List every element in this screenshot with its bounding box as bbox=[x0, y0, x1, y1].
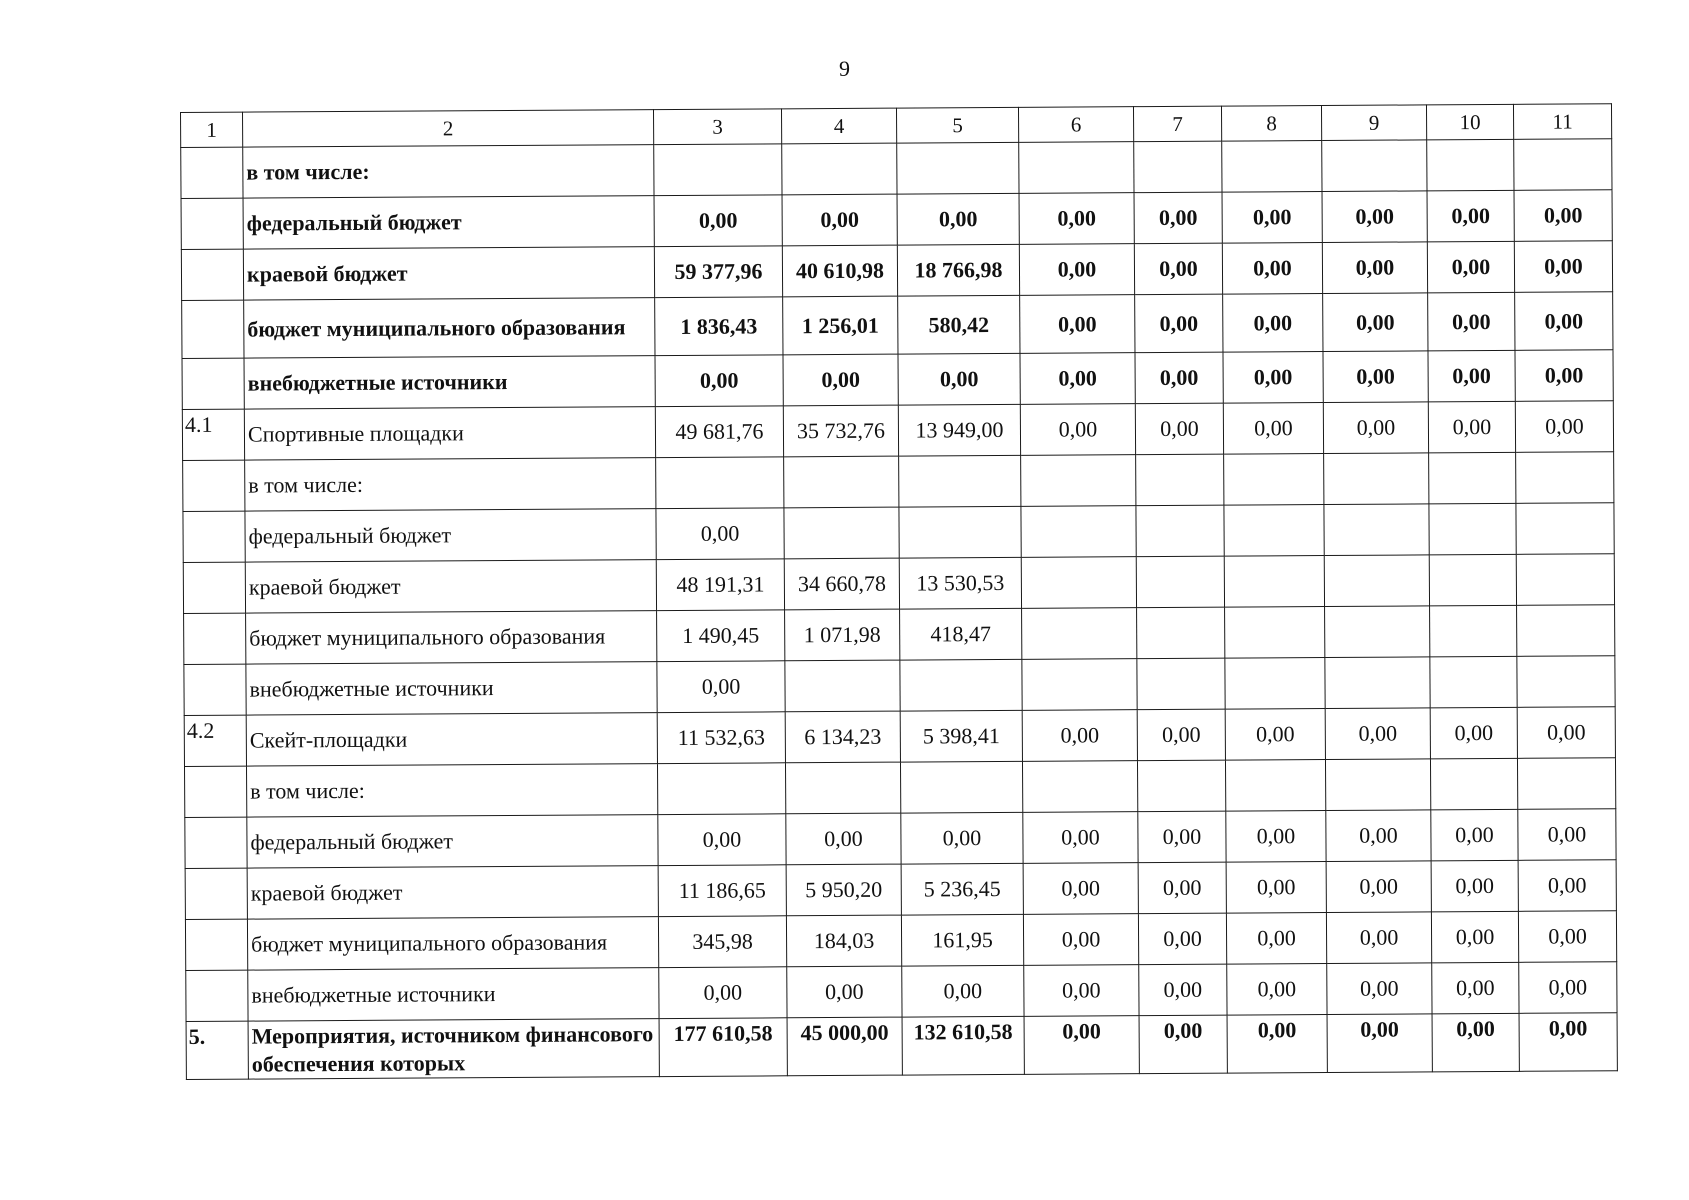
value-cell: 0,00 bbox=[656, 508, 784, 560]
value-cell: 0,00 bbox=[1024, 1016, 1139, 1075]
value-cell: 0,00 bbox=[787, 966, 902, 1018]
value-cell bbox=[899, 506, 1021, 558]
row-index-cell bbox=[185, 817, 247, 868]
row-index-cell: 4.1 bbox=[182, 409, 244, 460]
value-cell bbox=[899, 455, 1021, 507]
value-cell: 0,00 bbox=[1515, 401, 1613, 453]
table-body bbox=[181, 104, 1618, 1080]
value-cell: 161,95 bbox=[901, 914, 1023, 966]
value-cell: 0,00 bbox=[786, 813, 901, 865]
value-cell bbox=[1136, 454, 1224, 506]
row-name-cell: в том числе: bbox=[246, 764, 657, 818]
value-cell: 0,00 bbox=[1134, 243, 1222, 295]
row-name-cell: бюджет муниципального образования bbox=[246, 611, 657, 665]
value-cell: 0,00 bbox=[1138, 913, 1226, 965]
table-row bbox=[182, 292, 1613, 359]
row-index-cell: 5. bbox=[186, 1021, 248, 1079]
value-cell: 11 532,63 bbox=[657, 712, 785, 764]
value-cell: 580,42 bbox=[898, 295, 1020, 354]
value-cell bbox=[1430, 605, 1517, 657]
value-cell: 5 398,41 bbox=[900, 710, 1022, 762]
row-name-cell: федеральный бюджет bbox=[245, 509, 656, 563]
budget-table bbox=[180, 103, 1618, 1080]
value-cell: 0,00 bbox=[1326, 912, 1431, 964]
value-cell bbox=[1225, 607, 1325, 659]
row-index-cell bbox=[183, 562, 245, 613]
row-name-cell: федеральный бюджет bbox=[247, 815, 658, 869]
row-name-cell: федеральный бюджет bbox=[243, 196, 654, 250]
row-index-cell bbox=[186, 970, 248, 1021]
value-cell bbox=[1516, 503, 1614, 555]
table-row bbox=[183, 503, 1614, 563]
value-cell bbox=[782, 143, 897, 195]
value-cell: 13 530,53 bbox=[899, 557, 1021, 609]
value-cell: 0,00 bbox=[1326, 861, 1431, 913]
value-cell bbox=[1324, 453, 1429, 505]
value-cell bbox=[1430, 758, 1517, 810]
value-cell bbox=[1137, 607, 1225, 659]
table-row bbox=[182, 401, 1613, 461]
value-cell: 0,00 bbox=[1431, 860, 1518, 912]
value-cell: 177 610,58 bbox=[659, 1018, 787, 1077]
table-row bbox=[184, 656, 1615, 716]
row-name-cell: Спортивные площадки bbox=[244, 407, 655, 461]
value-cell: 0,00 bbox=[1223, 352, 1323, 404]
value-cell: 5 236,45 bbox=[901, 863, 1023, 915]
value-cell: 0,00 bbox=[1225, 709, 1325, 761]
value-cell: 0,00 bbox=[1327, 963, 1432, 1015]
row-index-cell bbox=[184, 664, 246, 715]
row-name-cell: внебюджетные источники bbox=[244, 356, 655, 410]
value-cell bbox=[1134, 141, 1222, 193]
column-header: 2 bbox=[243, 110, 654, 148]
value-cell bbox=[1322, 140, 1427, 192]
row-index-cell bbox=[181, 147, 243, 198]
value-cell: 0,00 bbox=[1023, 914, 1138, 966]
value-cell bbox=[1021, 455, 1136, 507]
row-name-cell: бюджет муниципального образования bbox=[244, 298, 655, 359]
value-cell bbox=[1136, 556, 1224, 608]
value-cell: 0,00 bbox=[1428, 401, 1515, 453]
value-cell bbox=[1325, 759, 1430, 811]
value-cell: 48 191,31 bbox=[656, 559, 784, 611]
value-cell bbox=[1517, 605, 1615, 657]
value-cell bbox=[1022, 659, 1137, 711]
value-cell bbox=[784, 456, 899, 508]
budget-table-wrapper bbox=[180, 103, 1618, 1080]
column-header: 7 bbox=[1133, 106, 1221, 142]
value-cell bbox=[1137, 760, 1225, 812]
value-cell bbox=[657, 763, 785, 815]
value-cell: 0,00 bbox=[1514, 241, 1612, 293]
value-cell: 0,00 bbox=[1019, 193, 1134, 245]
value-cell bbox=[1019, 142, 1134, 194]
value-cell: 0,00 bbox=[1022, 710, 1137, 762]
value-cell: 5 950,20 bbox=[786, 864, 901, 916]
value-cell: 0,00 bbox=[1226, 913, 1326, 965]
row-index-cell bbox=[183, 511, 245, 562]
row-name-cell: Скейт-площадки bbox=[246, 713, 657, 767]
value-cell: 0,00 bbox=[1322, 242, 1427, 294]
value-cell bbox=[1136, 505, 1224, 557]
value-cell: 1 071,98 bbox=[785, 609, 900, 661]
value-cell: 6 134,23 bbox=[785, 711, 900, 763]
value-cell: 0,00 bbox=[1024, 965, 1139, 1017]
value-cell: 0,00 bbox=[1327, 1014, 1432, 1073]
value-cell: 0,00 bbox=[1518, 911, 1616, 963]
row-index-cell bbox=[183, 460, 245, 511]
column-header: 10 bbox=[1426, 104, 1513, 140]
page-number: 9 bbox=[839, 56, 850, 81]
row-name-cell: Мероприятия, источником финансового обеспечения которых bbox=[248, 1019, 659, 1080]
value-cell: 0,00 bbox=[1134, 192, 1222, 244]
value-cell bbox=[1324, 504, 1429, 556]
value-cell: 0,00 bbox=[1139, 1015, 1227, 1074]
value-cell: 0,00 bbox=[1519, 962, 1617, 1014]
value-cell bbox=[1324, 555, 1429, 607]
value-cell: 0,00 bbox=[898, 353, 1020, 405]
row-index-cell bbox=[185, 919, 247, 970]
row-index-cell: 4.2 bbox=[184, 715, 246, 766]
table-row bbox=[184, 707, 1615, 767]
value-cell: 0,00 bbox=[1227, 964, 1327, 1016]
value-cell: 1 256,01 bbox=[783, 296, 898, 355]
value-cell: 34 660,78 bbox=[784, 558, 899, 610]
value-cell: 13 949,00 bbox=[898, 404, 1020, 456]
table-row bbox=[184, 605, 1615, 665]
value-cell: 0,00 bbox=[1020, 295, 1135, 354]
value-cell bbox=[1517, 656, 1615, 708]
value-cell bbox=[1225, 760, 1325, 812]
table-row bbox=[185, 911, 1616, 971]
value-cell: 0,00 bbox=[1019, 244, 1134, 296]
value-cell: 0,00 bbox=[1431, 911, 1518, 963]
value-cell: 11 186,65 bbox=[658, 865, 786, 917]
table-row bbox=[181, 190, 1612, 250]
value-cell: 0,00 bbox=[1323, 351, 1428, 403]
row-name-cell: бюджет муниципального образования bbox=[247, 917, 658, 971]
value-cell bbox=[900, 761, 1022, 813]
value-cell: 0,00 bbox=[783, 354, 898, 406]
value-cell: 0,00 bbox=[1323, 402, 1428, 454]
value-cell: 0,00 bbox=[1020, 404, 1135, 456]
value-cell bbox=[900, 659, 1022, 711]
table-row bbox=[185, 860, 1616, 920]
value-cell: 0,00 bbox=[1515, 292, 1613, 351]
value-cell: 0,00 bbox=[1135, 294, 1223, 353]
table-row bbox=[186, 1013, 1617, 1080]
value-cell bbox=[1516, 554, 1614, 606]
value-cell bbox=[897, 142, 1019, 194]
value-cell: 0,00 bbox=[1431, 809, 1518, 861]
value-cell: 0,00 bbox=[1428, 292, 1515, 351]
value-cell: 0,00 bbox=[1514, 190, 1612, 242]
row-name-cell: в том числе: bbox=[245, 458, 656, 512]
column-header: 8 bbox=[1221, 106, 1321, 142]
value-cell: 0,00 bbox=[1223, 294, 1323, 353]
column-header: 9 bbox=[1321, 105, 1426, 141]
value-cell: 0,00 bbox=[1137, 709, 1225, 761]
value-cell: 0,00 bbox=[658, 814, 786, 866]
column-header: 3 bbox=[653, 109, 781, 145]
value-cell: 0,00 bbox=[1519, 1013, 1617, 1072]
value-cell: 184,03 bbox=[786, 915, 901, 967]
table-row bbox=[183, 554, 1614, 614]
value-cell bbox=[1427, 139, 1514, 191]
table-row bbox=[181, 241, 1612, 301]
value-cell: 0,00 bbox=[1226, 862, 1326, 914]
value-cell: 0,00 bbox=[1023, 863, 1138, 915]
value-cell bbox=[1430, 656, 1517, 708]
value-cell bbox=[1021, 506, 1136, 558]
value-cell: 0,00 bbox=[1430, 707, 1517, 759]
column-header: 4 bbox=[781, 108, 896, 144]
table-row bbox=[186, 962, 1617, 1022]
value-cell: 0,00 bbox=[1518, 809, 1616, 861]
value-cell: 0,00 bbox=[1139, 964, 1227, 1016]
table-row bbox=[182, 350, 1613, 410]
value-cell bbox=[1137, 658, 1225, 710]
row-index-cell bbox=[181, 198, 243, 249]
value-cell bbox=[785, 660, 900, 712]
value-cell: 0,00 bbox=[657, 661, 785, 713]
value-cell: 0,00 bbox=[1427, 241, 1514, 293]
value-cell: 0,00 bbox=[1325, 708, 1430, 760]
row-index-cell bbox=[185, 868, 247, 919]
value-cell bbox=[1225, 658, 1325, 710]
value-cell: 0,00 bbox=[1222, 192, 1322, 244]
value-cell bbox=[1429, 503, 1516, 555]
value-cell: 0,00 bbox=[1135, 352, 1223, 404]
value-cell: 0,00 bbox=[1226, 811, 1326, 863]
row-index-cell bbox=[182, 358, 244, 409]
value-cell: 0,00 bbox=[1135, 403, 1223, 455]
row-name-cell: краевой бюджет bbox=[245, 560, 656, 614]
value-cell: 418,47 bbox=[900, 608, 1022, 660]
value-cell: 0,00 bbox=[1428, 350, 1515, 402]
value-cell: 0,00 bbox=[1227, 1015, 1327, 1074]
value-cell bbox=[1222, 141, 1322, 193]
value-cell: 0,00 bbox=[1138, 811, 1226, 863]
value-cell bbox=[1514, 139, 1612, 191]
value-cell: 0,00 bbox=[1222, 243, 1322, 295]
value-cell: 0,00 bbox=[1323, 293, 1428, 352]
value-cell bbox=[1325, 606, 1430, 658]
value-cell bbox=[1516, 452, 1614, 504]
value-cell: 40 610,98 bbox=[782, 245, 897, 297]
value-cell: 59 377,96 bbox=[654, 246, 782, 298]
row-name-cell: внебюджетные источники bbox=[246, 662, 657, 716]
column-header: 6 bbox=[1018, 107, 1133, 143]
value-cell bbox=[1224, 556, 1324, 608]
value-cell: 49 681,76 bbox=[655, 406, 783, 458]
value-cell bbox=[1517, 758, 1615, 810]
value-cell: 45 000,00 bbox=[787, 1017, 902, 1076]
value-cell: 0,00 bbox=[655, 355, 783, 407]
value-cell: 0,00 bbox=[901, 812, 1023, 864]
value-cell: 0,00 bbox=[1432, 1013, 1519, 1072]
row-name-cell: в том числе: bbox=[243, 145, 654, 199]
value-cell: 0,00 bbox=[1326, 810, 1431, 862]
value-cell bbox=[656, 457, 784, 509]
column-header: 1 bbox=[181, 112, 243, 147]
value-cell: 0,00 bbox=[1427, 190, 1514, 242]
table-row bbox=[185, 809, 1616, 869]
value-cell bbox=[1022, 608, 1137, 660]
value-cell: 0,00 bbox=[654, 195, 782, 247]
value-cell: 0,00 bbox=[1023, 812, 1138, 864]
value-cell: 0,00 bbox=[1432, 962, 1519, 1014]
row-name-cell: внебюджетные источники bbox=[248, 968, 659, 1022]
value-cell: 35 732,76 bbox=[783, 405, 898, 457]
value-cell: 0,00 bbox=[1223, 403, 1323, 455]
value-cell bbox=[785, 762, 900, 814]
value-cell: 0,00 bbox=[1138, 862, 1226, 914]
table-row bbox=[184, 758, 1615, 818]
value-cell: 0,00 bbox=[1517, 707, 1615, 759]
value-cell bbox=[1022, 761, 1137, 813]
row-name-cell: краевой бюджет bbox=[243, 247, 654, 301]
value-cell: 0,00 bbox=[897, 193, 1019, 245]
value-cell: 0,00 bbox=[1518, 860, 1616, 912]
value-cell bbox=[1224, 505, 1324, 557]
row-index-cell bbox=[184, 766, 246, 817]
row-index-cell bbox=[184, 613, 246, 664]
value-cell bbox=[1429, 554, 1516, 606]
row-index-cell bbox=[181, 249, 243, 300]
value-cell: 0,00 bbox=[1515, 350, 1613, 402]
value-cell: 345,98 bbox=[658, 916, 786, 968]
value-cell bbox=[654, 144, 782, 196]
table-row bbox=[181, 139, 1612, 199]
value-cell: 0,00 bbox=[782, 194, 897, 246]
column-header: 5 bbox=[896, 107, 1018, 143]
value-cell bbox=[1429, 452, 1516, 504]
value-cell bbox=[784, 507, 899, 559]
value-cell bbox=[1021, 557, 1136, 609]
value-cell: 0,00 bbox=[1020, 353, 1135, 405]
column-header: 11 bbox=[1513, 104, 1611, 140]
value-cell: 132 610,58 bbox=[902, 1016, 1024, 1075]
value-cell: 0,00 bbox=[1322, 191, 1427, 243]
value-cell: 0,00 bbox=[659, 967, 787, 1019]
table-row bbox=[183, 452, 1614, 512]
row-index-cell bbox=[182, 300, 244, 358]
value-cell bbox=[1224, 454, 1324, 506]
row-name-cell: краевой бюджет bbox=[247, 866, 658, 920]
value-cell: 1 836,43 bbox=[655, 297, 783, 356]
value-cell bbox=[1325, 657, 1430, 709]
value-cell: 1 490,45 bbox=[657, 610, 785, 662]
value-cell: 18 766,98 bbox=[897, 244, 1019, 296]
value-cell: 0,00 bbox=[902, 965, 1024, 1017]
